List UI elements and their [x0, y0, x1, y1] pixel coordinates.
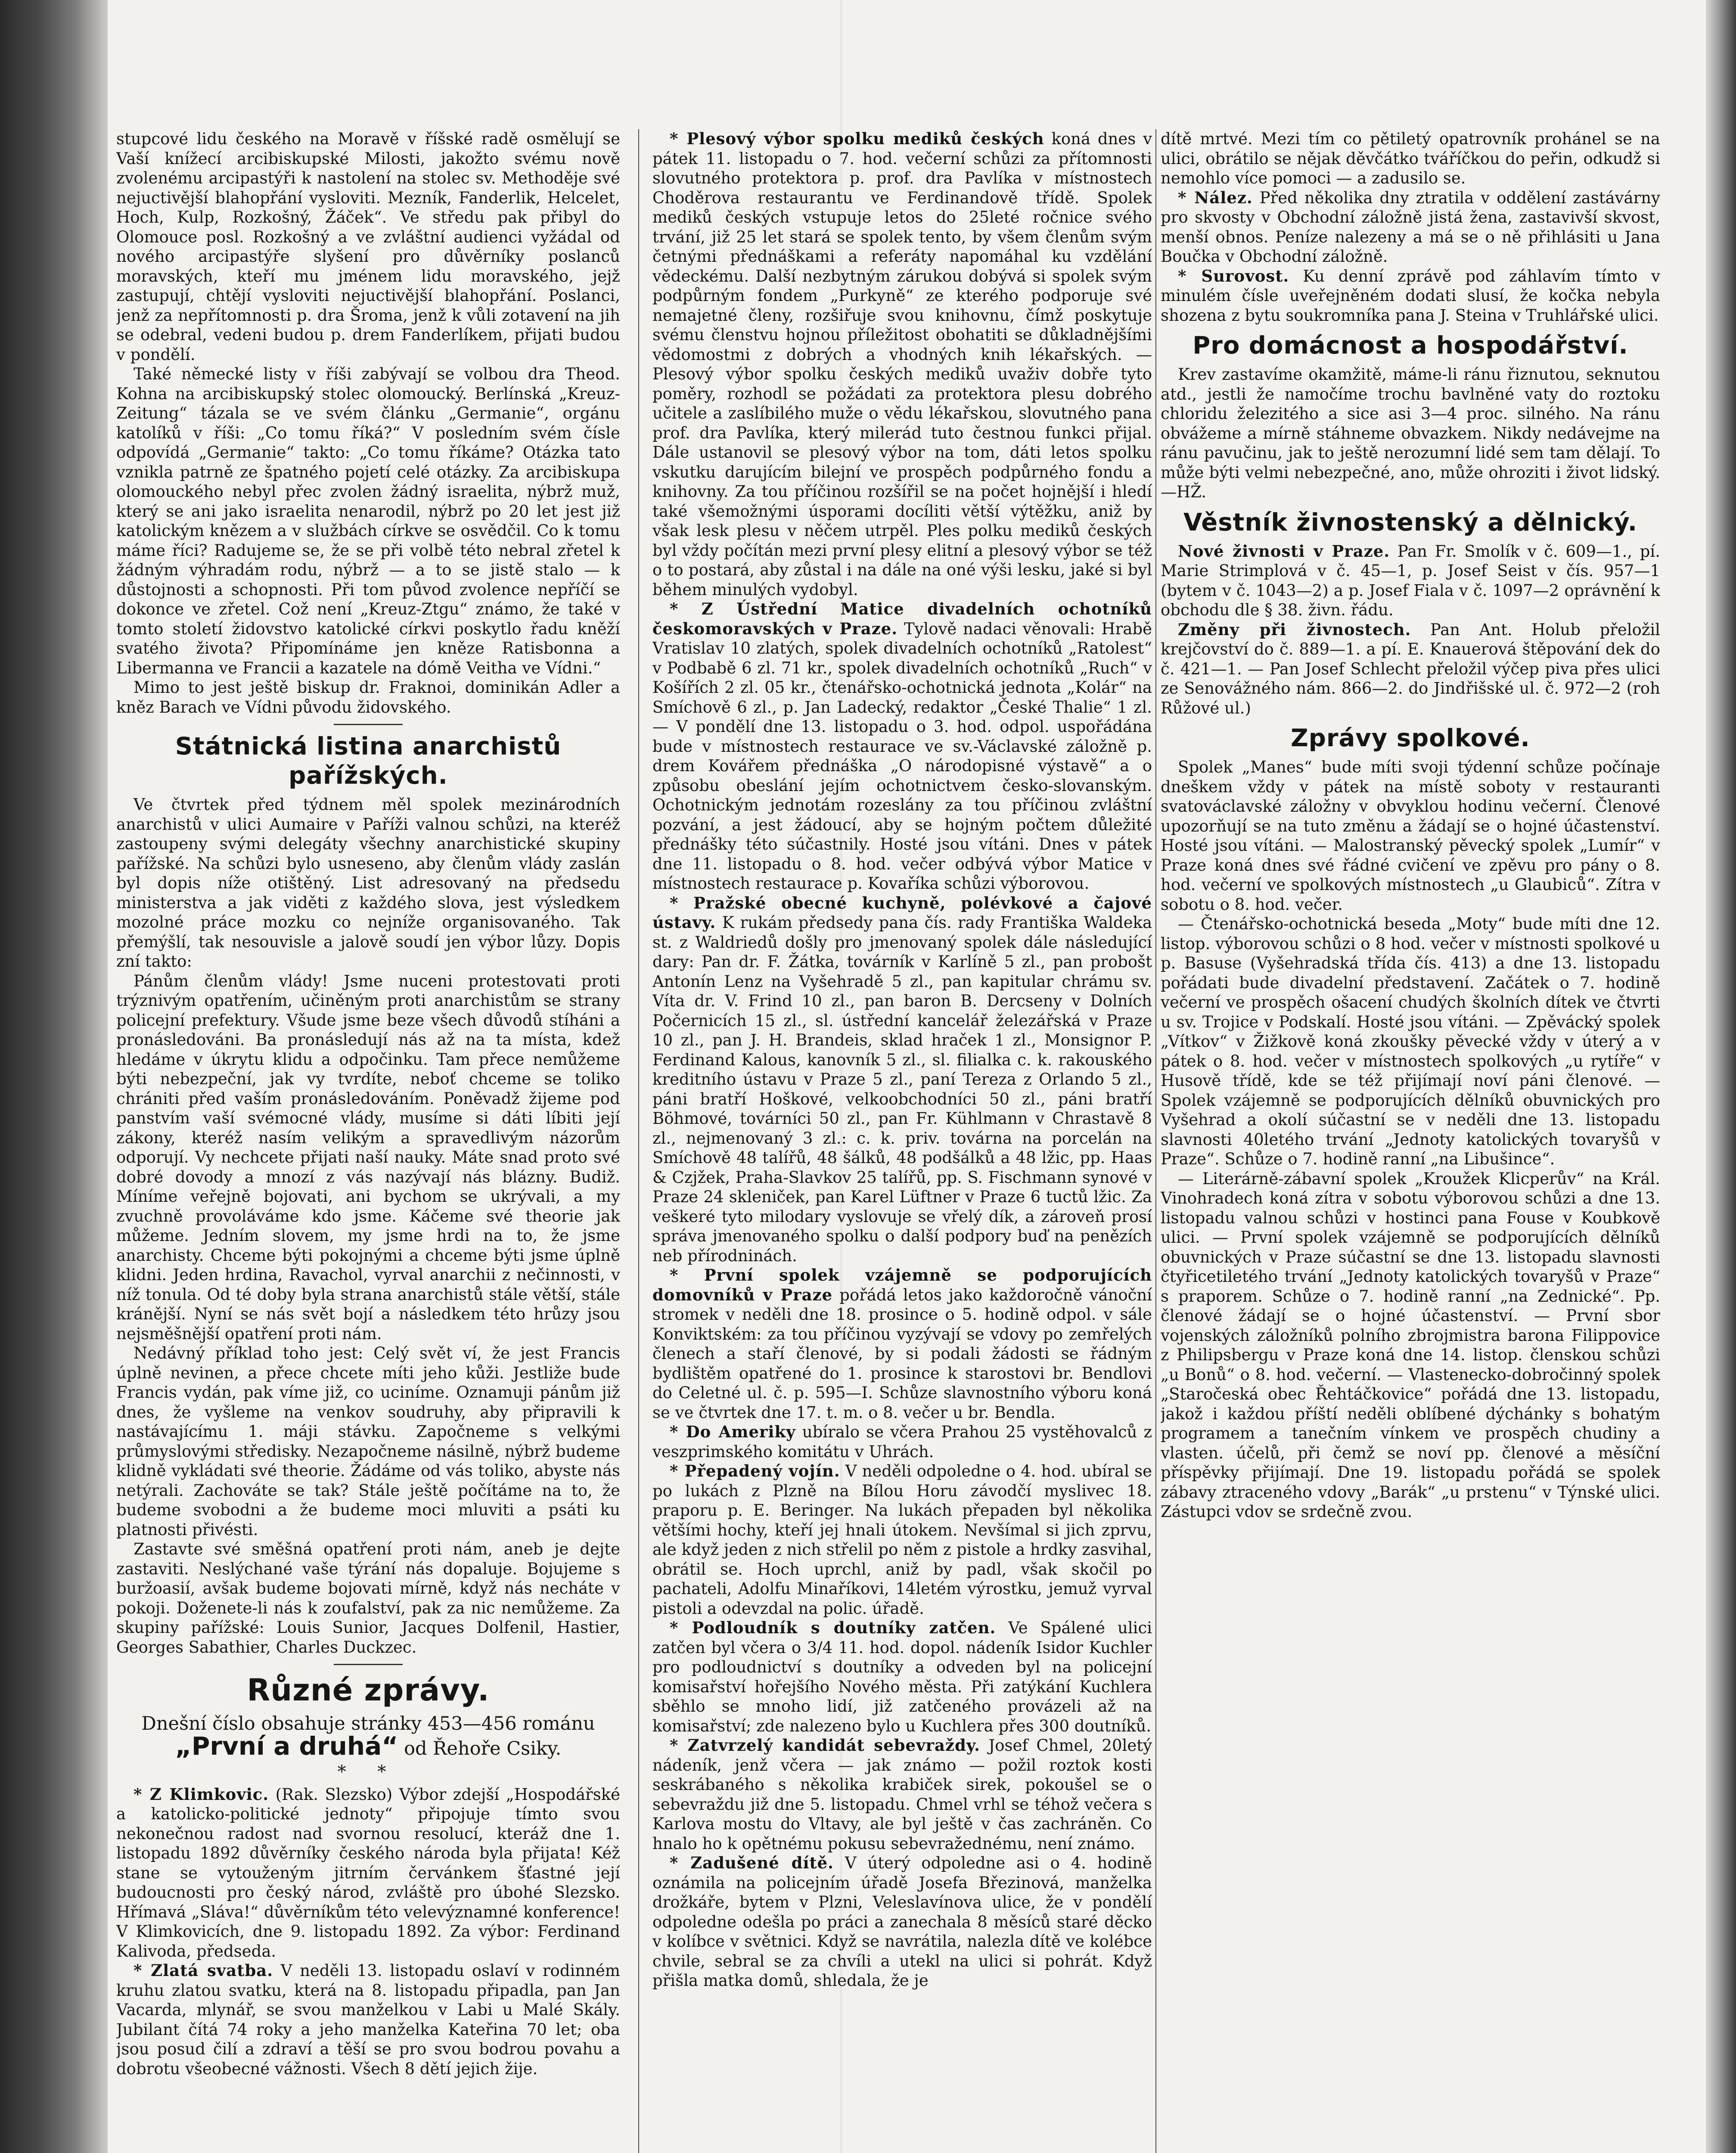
news-head: * Zadušené dítě. — [670, 1853, 834, 1872]
scan-shadow-left — [0, 0, 108, 2153]
article-paragraph: Ve čtvrtek před týdnem měl spolek mezinárodních anarchistů v ulici Aumaire v Paříži valnou schůzi, na kteréž zastoupeny svými delegáty všechny anarchistické skupiny pařížské. Na schůzi bylo usneseno, aby členům vlády zaslán byl dopis níže otištěný. List adresovaný na předsedu ministerstva a jak viděti z každého slova, jest výsledkem mozolné práce mozku co nejníže organisovaného. Tak přemýšlí, tak nesouvisle a jalově soudí jen výbor lůzy. Dopis zní takto: — [116, 795, 620, 971]
news-head: Nové živnosti v Praze. — [1178, 541, 1390, 561]
novel-author: od Řehoře Csiky. — [404, 1738, 562, 1759]
news-body: (Rak. Slezsko) Výbor zdejší „Hospodářské a katolicko-politické jednoty“ připojuje tímto svou nekonečnou radost nad svornou resolucí, kteráž dne 1. listopadu 1892 důvěrníky českého národa byla přijata! Kéž stane se vytouženým jitrním červánkem šťastné její budoucnosti pro český národ, zvláště pro úbohé Slezsko. Hřímavá „Sláva!“ důvěrníkům této velevýznamné konference! V Klimkovicích, dne 9. listopadu 1892. Za výbor: Ferdinand Kalivoda, předseda. — [116, 1785, 620, 1961]
section-heading-pro-domacnost: Pro domácnost a hospodářství. — [1193, 332, 1628, 360]
news-head: * Surovost. — [1178, 266, 1289, 285]
section-heading-vestnik: Věstník živnostenský a dělnický. — [1183, 508, 1637, 537]
news-head: * Do Ameriky — [670, 1422, 796, 1441]
news-body: V úterý odpoledne asi o 4. hodině oznámila na policejním úřadě Josefa Březinová, manželka drožkáře, bytem v Plzni, Veleslavínova ulice, že v pondělí odpoledne odešla po práci a zanechala 8 měsíců staré děcko v kolíbce v světnici. Když se navrátila, nalezla dítě ve kolébce chvile, sebral se za chvíli a utekl na ulici si pohrát. Když přišla matka domů, shledala, že je — [652, 1854, 1152, 1990]
column-rule-1 — [638, 129, 639, 2153]
news-body: koná dnes v pátek 11. listopadu o 7. hod. večerní schůzi za přítomnosti slovutného protektora p. prof. dra Pavlíka v místnostech Choděrova restaurantu ve Ferdinandově třídě. Spolek mediků českých vstupuje letos do 25leté ročnice svého trvání, již 25 let stará se spolek tento, by všem členům svým četnými přednáškami a referáty napomáhal ku vzdělání vědeckému. Další nezbytným zárukou dobývá si spolek svým podpůrným fondem „Purkyně“ ze kterého podporuje své nemajetné členy, rozšiřuje svou knihovnu, čímž poskytuje svému členstvu hojnou příležitost obohatiti se důkladnějšími vědomostmi z dobrých a vhodných knih lékařských. — Plesový výbor spolku českých mediků uvaživ dobře tyto poměry, rozhodl se požádati za protektora plesu dobrého učitele a zaslíbilého muže o vědu lékařskou, slovutného pana prof. dra Pavlíka, který milerád tuto čestnou funkci přijal. Dále ustanovil se plesový výbor na tom, dáti letos spolku vskutku darujícím bilejní ve prospěch podpůrného fondu a knihovny. Za tou příčinou rozšířil se na počet hojnější i hledí také všemožnými úsporami docíliti větší výtěžku, aniž by však lesk plesu v něčem utrpěl. Ples polku mediků českých byl vždy počítán mezi první plesy elitní a plesový výbor se též o to postará, aby zůstal i na dále na oné výši lesku, jaké si byl během minulých vydobyl. — [652, 130, 1152, 599]
article-paragraph: — Literárně-zábavní spolek „Kroužek Klicperův“ na Král. Vinohradech koná zítra v sobotu výborovou schůzi a dne 13. listopadu valnou schůzi v hostinci pana Fouse v Koubkově ulici. — První spolek vzájemně se podporujících dělníků obuvnických v Praze súčastní se dne 13. listopadu slavnosti čtyřicetiletého trvání „Jednoty katolických tovaryšů v Praze“ s praporem. Schůze o 7. hodině ranní „na Zednické“. Pp. členové žádají se o hojné účastenství. — První sbor vojenských záložníků polního zbrojmistra barona Filippovice z Philipsbergu v Praze koná dne 14. listop. členskou schůzi „u Bonů“ o 8. hod. večerní. — Vlastenecko-dobročinný spolek „Staročeská obec Řehtáčkovice“ pořádá dne 13. listopadu, jakož i každou příští neděli oblíbené dýchánky s bohatým programem a tanečním vínkem ve prospěch chudiny a vlasten. účelů, při čemž se noví pp. členové a měsíční příspěvky přijímají. Dne 19. listopadu pořádá se spolek zábavy ztraceného vdovy „Barák“ „u prstenu“ v Týnské ulici. Zástupci vdov se srdečně zvou. — [1161, 1169, 1660, 1521]
news-body: ubíralo se včera Prahou 25 vystěhovalců z veszprimského komitátu v Uhrách. — [652, 1423, 1152, 1461]
news-head: * První spolek vzájemně se podporujících domovníků v Praze — [652, 1266, 1152, 1304]
news-head: * Z Ústřední Matice divadelních ochotníků českomoravských v Praze. — [652, 599, 1152, 638]
news-head: * Přepadený vojín. — [670, 1461, 840, 1480]
column-2 — [652, 129, 1152, 2153]
section-heading-ruzne-zpravy: Různé zprávy. — [247, 1672, 490, 1708]
news-body: Před několika dny ztratila v oddělení zastávárny pro skvosty v Obchodní záložně jistá žena, zastavivší skvost, menší obnos. Peníze nalezeny a má se o ně přihlásiti u Jana Boučka v Obchodní záložně. — [1161, 188, 1660, 266]
news-head: * Z Klimkovic. — [134, 1784, 269, 1804]
news-head: Změny při živnostech. — [1178, 620, 1411, 639]
news-head: * Plesový výbor spolku mediků českých — [670, 129, 1044, 148]
news-head: * Podloudník s doutníky zatčen. — [670, 1618, 996, 1637]
section-heading-statnicka-listina: Státnická listina anarchistů pařížských. — [175, 732, 562, 790]
scan-shadow-right — [1706, 0, 1736, 2153]
news-head: * Nález. — [1178, 188, 1253, 207]
news-body: V neděli 13. listopadu oslaví v rodinném kruhu zlatou svatku, která na 8. listopadu připadla, pan Jan Vacarda, mlynář, se svou manželkou v Labi u Malé Skály. Jubilant čítá 74 roky a jeho manželka Kateřina 70 let; oba jsou posud čilí a zdraví a těší se pro svou bodrou povahu a dobrotu všeobecné vážnosti. Všech 8 dětí jejich žije. — [116, 1961, 620, 2078]
section-heading-zpravy-spolkove: Zprávy spolkové. — [1291, 724, 1530, 752]
news-body: K rukám předsedy pana čís. rady Františka Waldeka st. z Waldriedů došly pro jmenovaný spolek dále následující dary: Pan dr. F. Žátka, továrník v Karlíně 5 zl., pan probošt Antonín Lenz na Vyšehradě 5 zl., pan kapitular chrámu sv. Víta dr. V. Frind 10 zl., pan baron B. Dercseny v Dolních Počernicích 15 zl., sl. ústřední kancelář železářská v Praze 10 zl., pan J. H. Brandeis, sklad hraček 1 zl., Monsignor P. Ferdinand Kalous, kanovník 5 zl., sl. filialka c. k. rakouského kreditního ústavu v Praze 5 zl., paní Tereza z Orlando 5 zl., páni bratří Hoškové, velkoobchodníci 50 zl., páni bratří Böhmové, továrníci 50 zl., pan Fr. Kühlmann v Chrastavě 8 zl., nejmenovaný 3 zl.: c. k. priv. továrna na porcelán na Smíchově 48 talířů, 48 šálků, 48 podšálků a 48 lžic, pp. Haas & Czjžek, Praha-Slavkov 25 talířů, pp. S. Fischmann synové v Praze 24 skleniček, pan Karel Lüftner v Praze 6 tuctů lžic. Za veškeré tyto milodary vyslovuje se vřelý dík, a zároveň prosí správa jmenovaného spolku o další podpory buď na penězích neb přírodninách. — [652, 913, 1152, 1265]
news-body: Ku denní zprávě pod záhlavím tímto v minulém čísle uveřejněném dodati slusí, že kočka nebyla shozena z bytu soukromníka pana J. Steina v Truhlářské ulici. — [1161, 267, 1660, 325]
article-paragraph: Zastavte své směšná opatření proti nám, aneb je dejte zastaviti. Neslýchané vaše týrání nás dopaluje. Bojujeme s buržoasií, avšak budeme bojovati mírně, když nás necháte v pokoji. Doženete-li nás k zoufalství, pak za nic nemůžeme. Za skupiny pařížské: Louis Sunior, Jacques Dolfenil, Hastier, Georges Sabathier, Charles Duckzec. — [116, 1540, 620, 1657]
separator-stars: * * — [337, 1762, 399, 1782]
divider — [334, 1664, 403, 1665]
column-rule-2 — [1155, 129, 1156, 2153]
column-1 — [116, 129, 620, 2153]
news-body: Tylově nadaci věnovali: Hrabě Vratislav 10 zlatých, spolek divadelních ochotníků „Ratolest“ v Podbabě 6 zl. 71 kr., spolek divadelních ochotníků „Ruch“ v Košířích 2 zl. 05 kr., čtenářsko-ochotnická jednota „Kolár“ na Smíchově 6 zl., p. Jan Ladecký, redaktor „České Thalie“ 1 zl. — V pondělí dne 13. listopadu o 3. hod. odpol. uspořádána bude v místnostech restaurace ve sv.-Václavské záložně p. drem Kovářem přednáška „O národopisné výstavě“ a o způsobu obeslání jejím ochotnictvem česko-slovanským. Ochotnickým jednotám rozeslány za tou příčinou zvláštní pozvání, a jest žádoucí, aby se hojným počtem důležité přednášky této súčastnily. Hosté jsou vítáni. Dnes v pátek dne 11. listopadu o 8. hod. večer odbývá výbor Matice v místnostech restaurace p. Kovaříka schůzi výborovou. — [652, 619, 1152, 893]
news-body: pořádá letos jako každoročně vánoční stromek v neděli dne 18. prosince o 5. hodině odpol. v sále Konviktském: za tou příčinou vyzývají se vdovy po zemřelých členech a staří členové, by si podali žádosti se řádným bydlištěm opatřené do 1. prosince k starostovi br. Bendlovi do Celetné ul. č. p. 595—I. Schůze slavnostního výboru koná se ve čtvrtek dne 17. t. m. o 8. večer u br. Bendla. — [652, 1285, 1152, 1422]
article-paragraph: — Čtenářsko-ochotnická beseda „Moty“ bude míti dne 12. listop. výborovou schůzi o 8 hod. večer v místnosti spolkové u p. Basuse (Vyšehradská třída čís. 413) a dne 13. listopadu pořádati bude divadelní představení. Začátek o 7. hodině večerní ve prospěch ošacení chudých školních dítek ve čtvrti u sv. Trojice v Podskalí. Hosté jsou vítáni. — Zpěvácký spolek „Vítkov“ v Žižkově koná zkoušky pěvecké vždy v úterý a v pátek o 8. hod. večer v místnostech spolkových „u rytíře“ v Husově třídě, kde se též přijímají noví páni členové. — Spolek vzájemně se podporujících dělníků obuvnických pro Vyšehrad a okolí súčastní se v neděli dne 13. listopadu slavnosti 40letého trvání „Jednoty katolických tovaryšů v Praze“. Schůze o 7. hodině ranní „na Libušince“. — [1161, 915, 1660, 1168]
news-body: V neděli odpoledne o 4. hod. ubíral se po lukách z Plzně na Bílou Horu závodčí myslivec 18. praporu p. E. Beringer. Na lukách přepaden byl několika většími hochy, kteří jej hnali útokem. Nevšímal si jich zprvu, ale když jeden z nich střelil po něm z pistole a hrdky zasvihal, obrátil se. Hoch uprchl, aniž by padl, však skočil po pachateli, Adolfu Minaříkovi, 14letém výrostku, jemuž vyrval pistoli a odevzdal na polic. úřadě. — [652, 1462, 1152, 1618]
news-body: Pan Ant. Holub přeložil krejčovství do č. 889—1. a pí. E. Knauerová štěpování dek do č. 421—1. — Pan Josef Schlecht přeložil výčep piva přes ulici ze Senovážného nám. 866—2. do Jindřišské ul. č. 972—2 (roh Růžové ul.) — [1161, 620, 1660, 717]
divider — [334, 724, 403, 725]
article-paragraph: dítě mrtvé. Mezi tím co pětiletý opatrovník prohánel se na ulici, obrátilo se nějak děvčátko tváříčkou do peřin, odkudž si nemohlo více pomoci — a zadusilo se. — [1161, 130, 1660, 187]
news-body: Josef Chmel, 20letý nádeník, jenž včera — jak známo — požil roztok kosti seskrábaného s několika krabiček sirek, pokoušel se o sebevraždu již dne 5. listopadu. Chmel vrhl se téhož večera s Karlova mostu do Vltavy, ale byl ještě v čas zachráněn. Co hnalo ho k opětnému pokusu sebevražednému, není známo. — [652, 1736, 1152, 1853]
novel-title: „První a druhá“ — [175, 1731, 398, 1761]
article-paragraph: Krev zastavíme okamžitě, máme-li ránu řiznutou, seknutou atd., jestli že namočíme trochu bavlněné vaty do roztoku chloridu železitého a sice asi 3—4 proc. silného. Na ránu obvážeme a mírně stáhneme obvazkem. Nikdy nedávejme na ránu pavučinu, jak to ještě nerozumní lidé sem tam dělají. To může býti velmi nebezpečné, ano, může ohroziti i život lidský. —HŽ. — [1161, 365, 1660, 501]
article-paragraph: Pánům členům vlády! Jsme nuceni protestovati proti trýznivým opatřením, učiněným proti anarchistům se strany policejní prefektury. Všude jsme beze všech důvodů stíháni a pronásledováni. Ba pronásledují nás až na ta místa, kdež hledáme v úkrytu klidu a odpočinku. Tam přece nemůžeme býti nebezpeční, jak vy tvrdíte, neboť chceme se toliko chrániti před vaším pronásledováním. Poněvadž žijeme pod panstvím vaší svémocné vlády, musíme si dáti líbiti její zákony, kteréž nasím velikým a spravedlivým názorům odporují. Vy nechcete přijati naší nauky. Máte snad proto své dobré dovody a mnozí z vás nazývají nás blázny. Budiž. Míníme veřejně bojovati, ani bychom se ukrývali, a my zvuchně provoláváme kdo jsme. Káčeme své theorie jak můžeme. Jedním slovem, my jsme hrdi na to, že jsme anarchisty. Chceme býti pokojnými a chceme býti jsme úplně klidni. Jeden hrdina, Ravachol, vyrval anarchii z nečinnosti, v níž tonula. Od té doby byla strana anarchistů stále větší, stále kránější. Nyní se nás svět bojí a následkem této hrůzy jsou nejsměšnější opatření proti nám. — [116, 971, 620, 1343]
article-paragraph: Také německé listy v říši zabývají se volbou dra Theod. Kohna na arcibiskupský stolec olomoucký. Berlínská „Kreuz-Zeitung“ tázala se ve svém článku „Germanie“, orgánu katolíků v říši: „Co tomu říká?“ V posledním svém čísle odpovídá „Germanie“ takto: „Co tomu říkáme? Otázka tato vznikla patrně ze špatného pojetí celé otázky. Za arcibiskupa olomouckého nebyl přec zvolen žádný israelita, nýbrž muž, který se ani jako israelita nenarodil, nýbrž po 20 let jest již katolickým knězem a v službách církve se osvědčil. Co k tomu máme říci? Radujeme se, že se při volbě této nebral zřetel k žádným výhradám rodu, nýbrž — a to se jistě stalo — k důstojnosti a schopnosti. Při tom původ zvolence nepříčí se dokonce ve zřetel. Což není „Kreuz-Ztgu“ známo, že také v tomto století židovstvo katolické církvi poskytlo řadu kněží svatého života? Připomínáme jen kněze Ratisbonna a Libermanna ve Francii a kazatele na dómě Veitha ve Vídni.“ — [116, 365, 620, 677]
column-3 — [1161, 129, 1660, 2153]
novel-notice — [116, 1712, 620, 1760]
news-head: * Zlatá svatba. — [134, 1961, 273, 1980]
news-body: Pan Fr. Smolík v č. 609—1., pí. Marie Strimplová v č. 45—1, p. Josef Seist v čís. 957—1 (bytem v č. 1043—2) a p. Josef Fiala v č. 1097—2 oprávnění k obchodu dle § 38. živn. řádu. — [1161, 542, 1660, 619]
article-paragraph: stupcové lidu českého na Moravě v říšské radě osmělují se Vaší knížecí arcibiskupské Milosti, jakožto svému nově zvolenému arcipastýři k nastolení na stolec sv. Methoděje své nejuctivější blahopřání vysloviti. Mezník, Fanderlik, Helcelet, Hoch, Kulp, Rozkošný, Žáček“. Ve středu pak přibyl do Olomouce posl. Rozkošný a ve zvláštní audienci vyžádal od nového arcipastýře slyšení pro důvěrníky poslanců moravských, kteří mu jménem lidu moravského, jejž zastupují, chtějí vysloviti nejuctivější blahopřání. Poslanci, jenž za nepřítomnosti p. dra Šroma, jenž k vůli zotavení na jih se odebral, vedeni budou p. drem Fanderlíkem, přijati budou v pondělí. — [116, 130, 620, 364]
article-paragraph: Nedávný příklad toho jest: Celý svět ví, že jest Francis úplně nevinen, a přece chcete míti jeho kůži. Jestliže bude Francis vydán, pak víme již, co uciníme. Oznamuji pánům již dnes, že vyšleme na venkov soudruhy, aby připravili k nastávajícímu 1. máji stávku. Započneme s velkými průmyslovými středisky. Nezapočneme násilně, nýbrž budeme klidně vykládati své theorie. Žádáme od vás toliko, abyste nás netýrali. Zachováte se tak? Stále ještě počítáme na to, že budeme svobodni a že budeme moci mluviti a psáti ku platnosti přivésti. — [116, 1344, 620, 1539]
article-paragraph: Spolek „Manes“ bude míti svoji týdenní schůze počínaje dneškem vždy v pátek na místě soboty v restauranti svatováclavské záložny v obvyklou hodinu večerní. Členové upozorňují se na tuto změnu a žádají se o hojné účastenství. Hosté jsou vítáni. — Malostranský pěvecký spolek „Lumír“ v Praze koná dnes své řádné cvičení ve zpěvu pro pány o 8. hod. večerní ve spolkových místnostech „u Glaubiců“. Zítra v sobotu o 8. hod. večer. — [1161, 758, 1660, 914]
notice-text: Dnešní číslo obsahuje stránky 453—456 románu — [141, 1713, 595, 1734]
news-body: Ve Spálené ulici zatčen byl včera o 3/4 11. hod. dopol. nádeník Isidor Kuchler pro podloudnictví s doutníky a odveden byl na policejní komisařství hořejšího Nového města. Při zatýkání Kuchlera sběhlo se mnoho lidí, již zatčeného provázeli až na komisařství; zde nalezeno bylo u Kuchlera přes 300 doutníků. — [652, 1619, 1152, 1735]
news-head: * Zatvrzelý kandidát sebevraždy. — [670, 1736, 981, 1755]
article-paragraph: Mimo to jest ještě biskup dr. Fraknoi, dominikán Adler a kněz Barach ve Vídni původu židovského. — [116, 678, 620, 717]
news-head: * Pražské obecné kuchyně, polévkové a čajové ústavy. — [652, 893, 1152, 932]
